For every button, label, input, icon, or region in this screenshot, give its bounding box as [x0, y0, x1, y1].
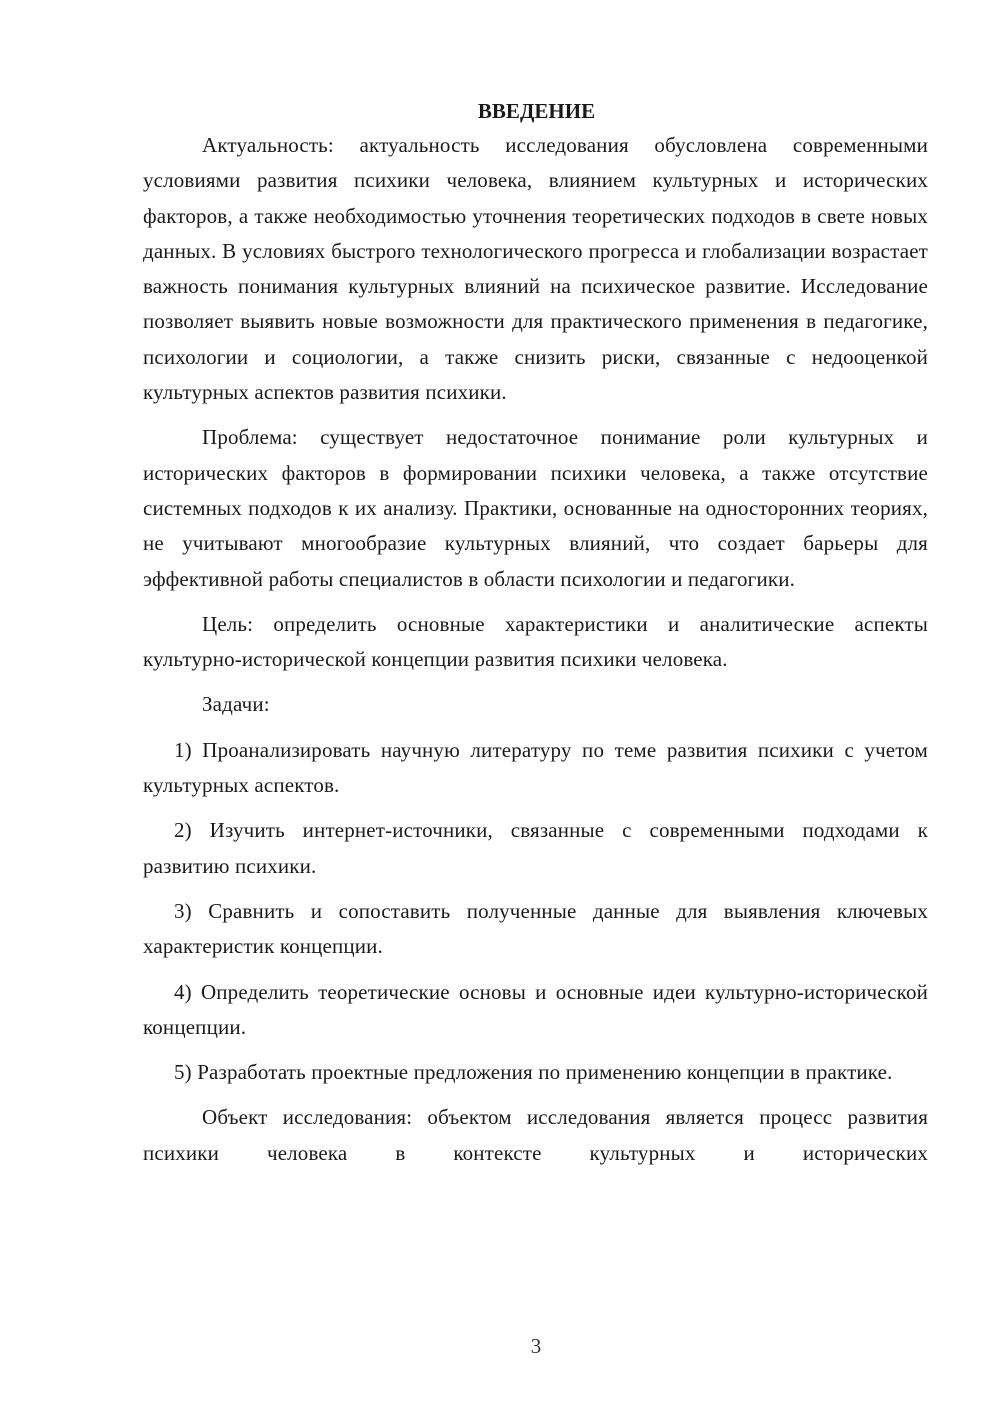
document-page — [143, 94, 928, 1171]
relevance-paragraph: Актуальность: актуальность исследования обусловлена современными условиями развития психики человека, влиянием культурных и исторических факторов, а также необходимостью уточнения теоретических подходов в свете новых данных. В условиях быстрого технологического прогресса и глобализации возрастает важность понимания культурных влияний на психическое развитие. Исследование позволяет выявить новые возможности для практического применения в педагогике, психологии и социологии, а также снизить риски, связанные с недооценкой культурных аспектов развития психики. — [143, 133, 928, 405]
task-item-5: 5) Разработать проектные предложения по применению концепции в практике. — [174, 1060, 893, 1085]
task-item-3: 3) Сравнить и сопоставить полученные данные для выявления ключевых характеристик концепции. — [143, 898, 928, 959]
object-paragraph: Объект исследования: объектом исследования является процесс развития психики человека в контексте культурных и исторических — [143, 1105, 928, 1165]
task-item-4: 4) Определить теоретические основы и основные идеи культурно-исторической концепции. — [143, 979, 928, 1039]
task-item-1: 1) Проанализировать научную литературу по теме развития психики с учетом культурных аспектов. — [143, 737, 928, 798]
goal-paragraph: Цель: определить основные характеристики и аналитические аспекты культурно-исторической концепции развития психики человека. — [143, 611, 928, 672]
task-item-2: 2) Изучить интернет-источники, связанные с современными подходами к развитию психики. — [143, 818, 928, 878]
tasks-heading: Задачи: — [202, 692, 270, 717]
page-number: 3 — [530, 1334, 542, 1358]
section-title: ВВЕДЕНИЕ — [477, 99, 596, 123]
problem-paragraph: Проблема: существует недостаточное понимание роли культурных и исторических факторов в формировании психики человека, а также отсутствие системных подходов к их анализу. Практики, основанные на односторонних теориях, не учитывают многообразие культурных влияний, что создает барьеры для эффективной работы специалистов в области психологии и педагогики. — [143, 425, 928, 591]
